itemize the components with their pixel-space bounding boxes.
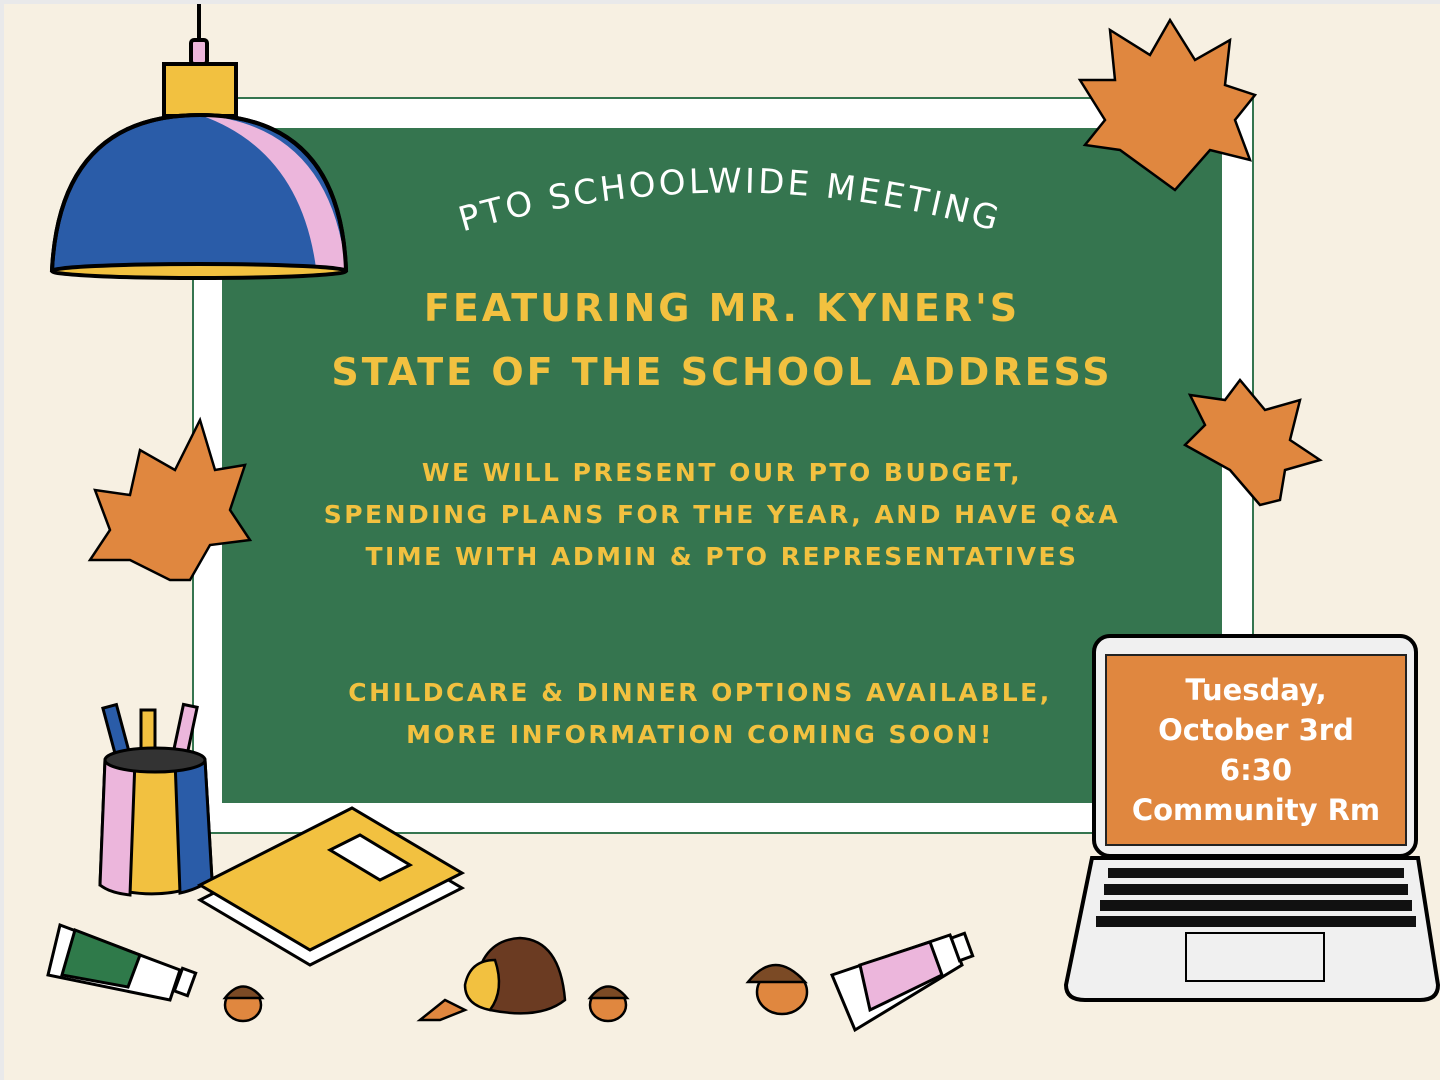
event-time: 6:30 [1219,753,1293,787]
event-location: Community Rm [1131,793,1381,827]
lamp-icon [52,4,346,278]
childcare-line: MORE INFORMATION COMING SOON! [406,720,994,749]
notebook-icon [200,808,462,965]
event-date: October 3rd [1158,713,1354,747]
event-day: Tuesday, [1185,673,1327,707]
body-line: TIME WITH ADMIN & PTO REPRESENTATIVES [365,542,1079,571]
headline-line: FEATURING MR. KYNER'S [423,286,1021,330]
maple-leaf-icon [90,20,1320,580]
headline-line: STATE OF THE SCHOOL ADDRESS [331,350,1113,394]
event-details-screen [1105,654,1407,846]
title-text: PTO SCHOOLWIDE MEETING [454,161,1006,241]
pencil-cup-icon [100,704,212,895]
body-line: WE WILL PRESENT OUR PTO BUDGET, [421,458,1023,487]
hedgehog-icon [420,938,565,1020]
body-line: SPENDING PLANS FOR THE YEAR, AND HAVE Q&A [323,500,1121,529]
childcare-line: CHILDCARE & DINNER OPTIONS AVAILABLE, [348,678,1052,707]
